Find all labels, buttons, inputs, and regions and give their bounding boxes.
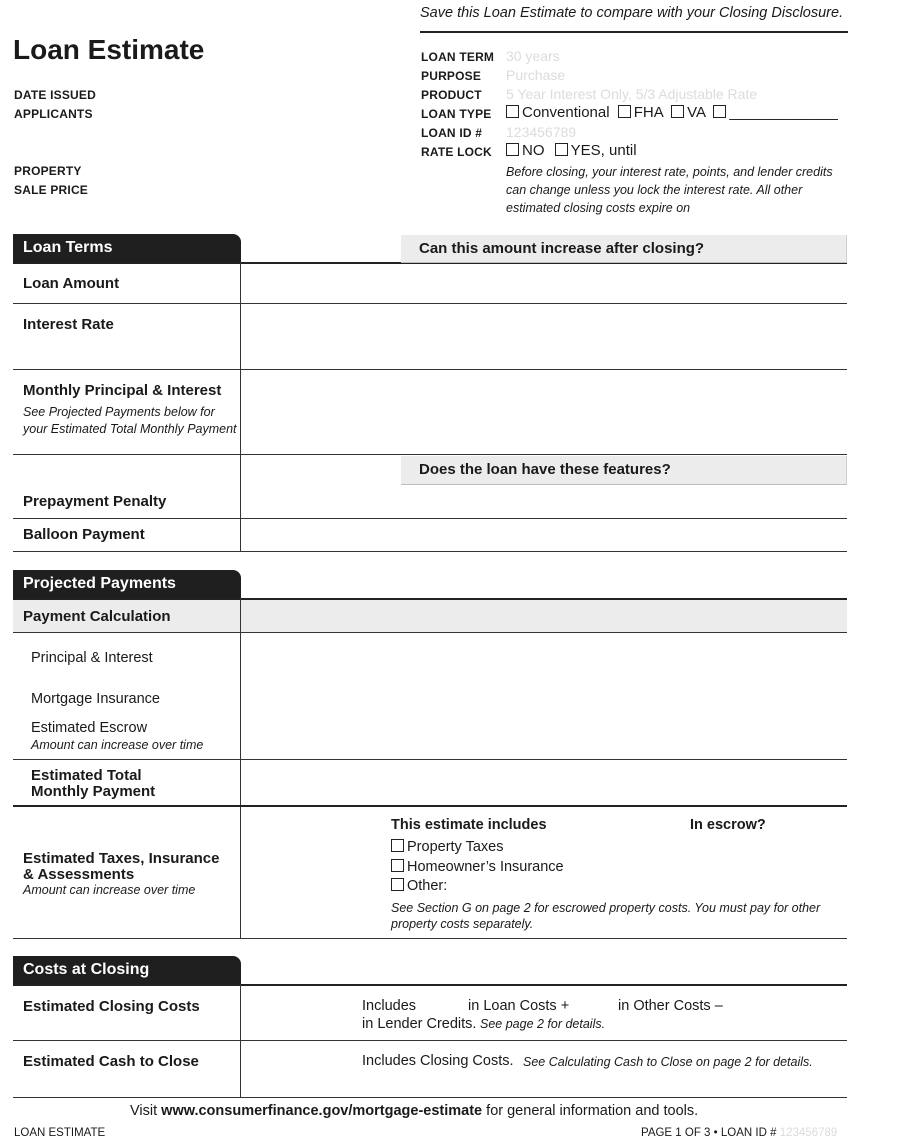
property-taxes-text: Property Taxes — [407, 839, 504, 855]
homeowners-insurance-text: Homeowner’s Insurance — [407, 859, 564, 875]
projected-divider — [240, 598, 241, 938]
in-escrow-header: In escrow? — [690, 817, 766, 833]
loan-type-label: LOAN TYPE — [421, 107, 492, 121]
closing-see-note: See page 2 for details. — [480, 1017, 606, 1031]
interest-rate-label: Interest Rate — [23, 316, 114, 333]
section-g-note: See Section G on page 2 for escrowed property costs. You must pay for other property costs separately. — [391, 901, 821, 931]
applicants-label: APPLICANTS — [14, 107, 93, 121]
estimated-total-label-1: Estimated Total — [31, 767, 142, 784]
closing-includes: Includes — [362, 998, 417, 1014]
include-item-other — [391, 878, 447, 894]
estimated-total-label-2: Monthly Payment — [31, 783, 156, 800]
row-rule — [13, 518, 847, 519]
loan-amount-label: Loan Amount — [23, 275, 120, 292]
footer-loan-id-value: 123456789 — [779, 1127, 838, 1139]
row-rule — [13, 551, 847, 552]
loan-id-label: LOAN ID # — [421, 126, 483, 140]
page-title: Loan Estimate — [13, 34, 205, 65]
principal-interest-label: Principal & Interest — [31, 650, 153, 666]
loan-terms-tab: Loan Terms — [13, 234, 241, 263]
loan-type-va: VA — [687, 104, 706, 121]
escrow-note: Amount can increase over time — [31, 738, 204, 752]
product-value: 5 Year Interest Only, 5/3 Adjustable Rate — [506, 86, 758, 102]
rate-lock-no: NO — [522, 142, 545, 159]
top-note: Save this Loan Estimate to compare with your Closing Disclosure. — [420, 5, 844, 21]
loan-type-fha: FHA — [633, 104, 663, 121]
checkbox-rate-lock-no[interactable] — [506, 143, 519, 156]
purpose-label: PURPOSE — [421, 69, 482, 83]
cash-see-note: See Calculating Cash to Close on page 2 for details. — [523, 1055, 813, 1069]
rate-lock-label: RATE LOCK — [421, 145, 492, 159]
row-rule — [13, 938, 847, 939]
row-rule — [13, 632, 847, 633]
prepayment-penalty-label: Prepayment Penalty — [23, 493, 167, 510]
cash-includes: Includes Closing Costs. — [362, 1053, 514, 1069]
checkbox-homeowners-insurance[interactable] — [391, 859, 404, 872]
payment-calculation-label: Payment Calculation — [23, 608, 171, 625]
cash-to-close-label: Estimated Cash to Close — [23, 1053, 199, 1070]
checkbox-other-type[interactable] — [713, 105, 726, 118]
projected-payments-tab: Projected Payments — [13, 570, 241, 599]
checkbox-va[interactable] — [671, 105, 684, 118]
other-text: Other: — [407, 878, 448, 894]
closing-costs-label: Estimated Closing Costs — [23, 998, 200, 1015]
footer-visit-tail: for general information and tools. — [486, 1103, 699, 1119]
mortgage-insurance-label: Mortgage Insurance — [31, 691, 160, 707]
loan-type-conventional: Conventional — [522, 104, 610, 121]
closing-lender-credits: in Lender Credits. — [362, 1016, 477, 1032]
question-features: Does the loan have these features? — [401, 456, 847, 485]
costs-at-closing-tab: Costs at Closing — [13, 956, 241, 985]
purpose-value: Purchase — [506, 67, 566, 83]
rate-lock-yes: YES, until — [570, 142, 637, 159]
loan-type-other-blank[interactable]: _____________ — [729, 104, 838, 121]
row-rule — [13, 1040, 847, 1041]
taxes-label-2: & Assessments — [23, 866, 135, 883]
closing-loan-costs: in Loan Costs + — [468, 998, 570, 1014]
footer-visit-line — [130, 1103, 698, 1119]
loan-id-value: 123456789 — [506, 124, 577, 140]
loan-term-label: LOAN TERM — [421, 50, 495, 64]
loan-term-value: 30 years — [506, 48, 560, 64]
footer-left: LOAN ESTIMATE — [14, 1127, 106, 1139]
question-increase: Can this amount increase after closing? — [401, 235, 847, 263]
rate-lock-note: Before closing, your interest rate, points, and lender credits can change unless you lock the interest rate. All other estimated closing costs expire on — [506, 165, 833, 215]
taxes-note: Amount can increase over time — [23, 883, 196, 897]
row-rule — [13, 303, 847, 304]
checkbox-other[interactable] — [391, 878, 404, 891]
product-label: PRODUCT — [421, 88, 482, 102]
closing-other-costs: in Other Costs – — [618, 998, 723, 1014]
footer-loan-id-label: LOAN ID # — [720, 1127, 777, 1139]
checkbox-property-taxes[interactable] — [391, 839, 404, 852]
row-rule-thick — [13, 805, 847, 807]
footer-visit: Visit — [130, 1103, 158, 1119]
footer-right — [641, 1127, 837, 1139]
loan-terms-divider — [240, 262, 241, 552]
date-issued-label: DATE ISSUED — [14, 88, 96, 102]
row-rule — [13, 1097, 847, 1098]
header-rule — [420, 31, 848, 33]
closing-rule — [13, 984, 847, 986]
checkbox-fha[interactable] — [618, 105, 631, 118]
monthly-pi-note: See Projected Payments below for your Estimated Total Monthly Payment — [23, 405, 237, 436]
estimated-escrow-label: Estimated Escrow — [31, 720, 148, 736]
include-item-property-taxes — [391, 839, 503, 855]
loan-type-options — [506, 104, 838, 121]
taxes-label-1: Estimated Taxes, Insurance — [23, 850, 220, 867]
row-rule — [13, 454, 847, 455]
sale-price-label: SALE PRICE — [14, 183, 89, 197]
estimate-includes-header: This estimate includes — [391, 817, 547, 833]
monthly-pi-label: Monthly Principal & Interest — [23, 382, 222, 399]
footer-page: PAGE 1 OF 3 — [641, 1127, 711, 1139]
checkbox-conventional[interactable] — [506, 105, 519, 118]
balloon-payment-label: Balloon Payment — [23, 526, 145, 543]
row-rule — [13, 759, 847, 760]
footer-url-link[interactable]: www.consumerfinance.gov/mortgage-estimate — [161, 1103, 483, 1119]
property-label: PROPERTY — [14, 164, 82, 178]
row-rule — [13, 369, 847, 370]
include-item-homeowners — [391, 859, 564, 875]
footer-sep: • — [713, 1127, 718, 1139]
rate-lock-options — [506, 142, 637, 159]
checkbox-rate-lock-yes[interactable] — [555, 143, 568, 156]
